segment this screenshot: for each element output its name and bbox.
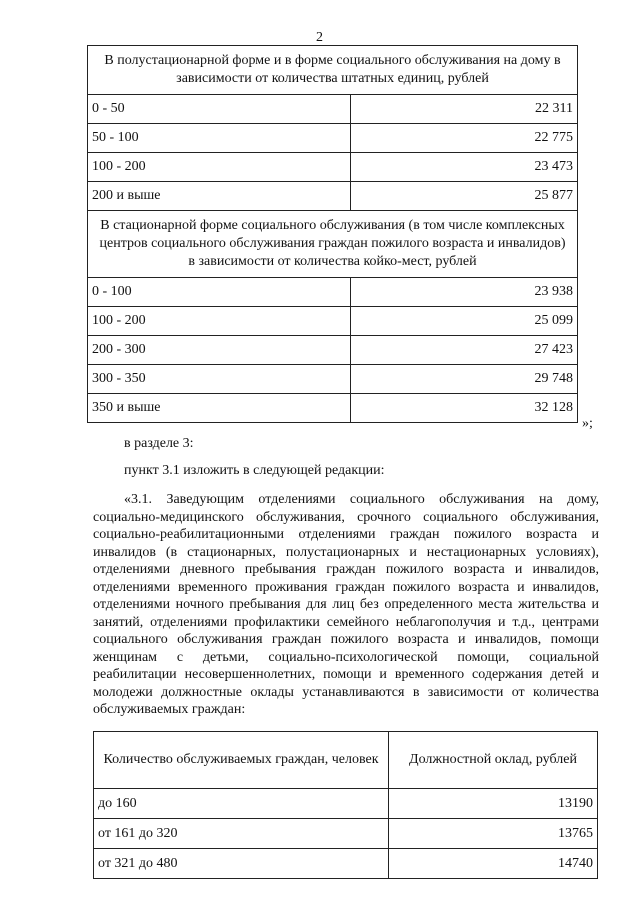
closing-quote: »; xyxy=(582,416,593,431)
range-cell: 350 и выше xyxy=(88,394,351,423)
table-row xyxy=(88,365,578,394)
table-row xyxy=(88,182,578,211)
range-cell: 100 - 200 xyxy=(88,153,351,182)
range-cell: до 160 xyxy=(94,789,389,819)
salary-cell: 14740 xyxy=(389,849,598,879)
table-row xyxy=(94,849,598,879)
table-row xyxy=(88,95,578,124)
table-row xyxy=(88,336,578,365)
table-row xyxy=(88,153,578,182)
column-header-clients: Количество обслуживаемых граждан, человек xyxy=(94,732,389,789)
range-cell: 0 - 100 xyxy=(88,278,351,307)
range-cell: 0 - 50 xyxy=(88,95,351,124)
salary-cell: 23 938 xyxy=(351,278,578,307)
column-header-salary: Должностной оклад, рублей xyxy=(389,732,598,789)
range-cell: 200 - 300 xyxy=(88,336,351,365)
salary-cell: 22 311 xyxy=(351,95,578,124)
table-row xyxy=(88,124,578,153)
section-header-semistationary: В полустационарной форме и в форме социального обслуживания на дому в зависимости от количества штатных единиц, рублей xyxy=(88,46,578,95)
salary-table-by-clients xyxy=(93,731,598,879)
salary-cell: 25 877 xyxy=(351,182,578,211)
section-header-stationary: В стационарной форме социального обслуживания (в том числе комплексных центров социального обслуживания граждан пожилого возраста и инвалидов) в зависимости от количества койко-мест, рублей xyxy=(88,211,578,278)
salary-cell: 22 775 xyxy=(351,124,578,153)
table-row xyxy=(88,394,578,423)
salary-cell: 25 099 xyxy=(351,307,578,336)
salary-cell: 13765 xyxy=(389,819,598,849)
range-cell: 200 и выше xyxy=(88,182,351,211)
range-cell: от 161 до 320 xyxy=(94,819,389,849)
salary-cell: 29 748 xyxy=(351,365,578,394)
section-reference: в разделе 3: xyxy=(124,436,194,451)
table-row xyxy=(88,307,578,336)
range-cell: 50 - 100 xyxy=(88,124,351,153)
range-cell: 300 - 350 xyxy=(88,365,351,394)
range-cell: от 321 до 480 xyxy=(94,849,389,879)
salary-cell: 27 423 xyxy=(351,336,578,365)
table-row xyxy=(88,278,578,307)
salary-table-by-capacity xyxy=(87,45,578,423)
salary-cell: 32 128 xyxy=(351,394,578,423)
page-number: 2 xyxy=(316,30,323,45)
table-row xyxy=(94,819,598,849)
range-cell: 100 - 200 xyxy=(88,307,351,336)
salary-cell: 23 473 xyxy=(351,153,578,182)
point-instruction: пункт 3.1 изложить в следующей редакции: xyxy=(124,463,385,478)
salary-cell: 13190 xyxy=(389,789,598,819)
table-row xyxy=(94,789,598,819)
body-paragraph: «3.1. Заведующим отделениями социального обслуживания на дому, социально-медицинского обслуживания, срочного социального обслуживания, социально-реабилитационными отделениями граждан пожилого возраста и инвалидов (в стационарных, полустационарных и нестационарных условиях), отделениями дневного пребывания граждан пожилого возраста и инвалидов, отделениями временного проживания граждан пожилого возраста и инвалидов, отделениями ночного пребывания для лиц без определенного места жительства и занятий, отделениями профилактики семейного неблагополучия и т.д., центрами социального обслуживания граждан пожилого возраста и инвалидов, помощи женщинам с детьми, социально-психологической помощи, социальной реабилитации несовершеннолетних, помощи и временного содержания детей и молодежи должностные оклады устанавливаются в зависимости от количества обслуживаемых граждан: xyxy=(93,492,599,717)
